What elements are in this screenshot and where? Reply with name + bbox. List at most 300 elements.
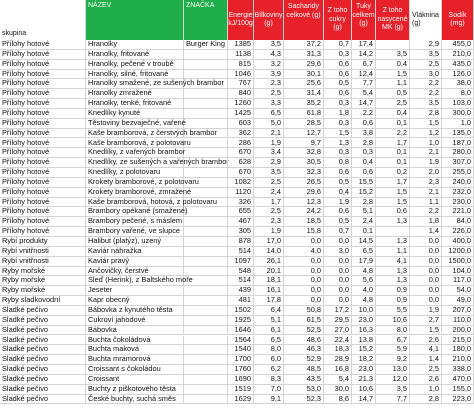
cell-fat[interactable]: 18,2 (352, 355, 376, 365)
cell-fat[interactable]: 14,7 (352, 395, 376, 405)
cell-brand[interactable] (184, 50, 228, 60)
cell-salt[interactable]: 240,0 (442, 178, 474, 188)
cell-sat-fat[interactable]: 0,2 (376, 168, 410, 178)
cell-group[interactable]: Sladké pečivo (0, 345, 86, 355)
cell-protein[interactable]: 3,5 (254, 40, 284, 50)
cell-brand[interactable] (184, 395, 228, 405)
cell-name[interactable]: Krokety bramborové, zmražené (88, 186, 192, 196)
cell-protein[interactable]: 4,3 (254, 50, 284, 60)
cell-energy[interactable]: 655 (228, 207, 254, 217)
cell-fiber[interactable]: 2,6 (410, 336, 442, 346)
cell-protein[interactable]: 6,5 (254, 336, 284, 346)
cell-group[interactable]: Ryby mořské (0, 276, 86, 286)
cell-salt[interactable]: 200,0 (442, 326, 474, 336)
cell-brand[interactable] (184, 247, 228, 257)
cell-protein[interactable]: 2,3 (254, 79, 284, 89)
cell-group[interactable]: Přílohy hotové (0, 158, 86, 168)
cell-salt[interactable]: 455,0 (442, 40, 474, 50)
header-energy[interactable]: Energie kJ/100g (228, 0, 254, 40)
cell-fiber[interactable]: 1,0 (410, 139, 442, 149)
cell-sugars[interactable]: 27,0 (324, 326, 352, 336)
cell-carbs[interactable]: 0,0 (284, 276, 324, 286)
cell-sat-fat[interactable]: 10,6 (376, 316, 410, 326)
cell-name[interactable]: Hranolky zmražené (86, 89, 184, 99)
cell-group[interactable]: Ryby sladkovodní (0, 296, 86, 306)
cell-fat[interactable]: 2,2 (352, 109, 376, 119)
cell-fat[interactable]: 14,7 (352, 99, 376, 109)
cell-name[interactable]: Knedlíky, z polotovaru (86, 168, 184, 178)
cell-group[interactable]: Přílohy hotové (0, 168, 86, 178)
cell-sugars[interactable]: 0,5 (324, 217, 352, 227)
cell-carbs[interactable]: 12,7 (284, 129, 324, 139)
cell-energy[interactable]: 1046 (228, 70, 254, 80)
cell-group[interactable]: Sladké pečivo (0, 316, 86, 326)
cell-protein[interactable]: 20,1 (254, 267, 284, 277)
cell-sat-fat[interactable]: 1,7 (376, 139, 410, 149)
cell-carbs[interactable]: 0,0 (284, 286, 324, 296)
cell-name[interactable]: České buchty, suchá směs (86, 395, 184, 405)
cell-fat[interactable]: 2,8 (352, 139, 376, 149)
cell-sat-fat[interactable]: 0,4 (376, 60, 410, 70)
cell-sugars[interactable]: 0,0 (324, 286, 352, 296)
cell-salt[interactable]: 103,0 (442, 99, 474, 109)
cell-sat-fat[interactable]: 3,5 (376, 50, 410, 60)
cell-carbs[interactable]: 37,2 (284, 40, 324, 50)
cell-energy[interactable]: 362 (228, 129, 254, 139)
cell-fiber[interactable]: 2,8 (410, 395, 442, 405)
cell-sugars[interactable]: 29,5 (324, 316, 352, 326)
cell-name[interactable]: Hranolky (86, 40, 184, 50)
cell-sat-fat[interactable]: 0,6 (376, 207, 410, 217)
cell-group[interactable]: Sladké pečivo (0, 375, 86, 385)
cell-energy[interactable]: 878 (228, 237, 254, 247)
cell-carbs[interactable]: 30,1 (284, 70, 324, 80)
cell-salt[interactable]: 126,0 (442, 70, 474, 80)
cell-name[interactable]: Buchta maková (86, 345, 184, 355)
cell-fat[interactable]: 6,5 (352, 247, 376, 257)
cell-carbs[interactable]: 12,3 (284, 198, 324, 208)
cell-group[interactable]: Přílohy hotové (0, 60, 86, 70)
cell-protein[interactable]: 7,0 (254, 385, 284, 395)
cell-fat[interactable]: 3,8 (352, 129, 376, 139)
cell-sat-fat[interactable]: 3,5 (376, 385, 410, 395)
cell-fat[interactable]: 23,0 (352, 316, 376, 326)
cell-fat[interactable]: 0,6 (352, 119, 376, 129)
cell-salt[interactable]: 207,0 (442, 306, 474, 316)
cell-carbs[interactable]: 50,8 (284, 306, 324, 316)
cell-carbs[interactable]: 46,3 (284, 345, 324, 355)
cell-fat[interactable]: 15,2 (352, 188, 376, 198)
cell-name[interactable]: Hranolky, tenké, fritované (86, 99, 184, 109)
cell-carbs[interactable]: 61,5 (284, 316, 324, 326)
cell-group[interactable]: Přílohy hotové (0, 79, 86, 89)
cell-fiber[interactable]: 1,0 (410, 385, 442, 395)
cell-name[interactable]: Croissant s čokoládou (86, 365, 184, 375)
cell-group[interactable]: Přílohy hotové (0, 227, 86, 237)
cell-fat[interactable]: 0,3 (352, 148, 376, 158)
cell-sat-fat[interactable]: 9,2 (376, 355, 410, 365)
cell-energy[interactable]: 1700 (228, 355, 254, 365)
cell-carbs[interactable]: 18,5 (284, 217, 324, 227)
cell-sugars[interactable]: 0,0 (324, 276, 352, 286)
cell-name[interactable]: Knedlíky, ze sušených a vařených brambor (88, 157, 229, 167)
cell-brand[interactable] (184, 296, 228, 306)
cell-energy[interactable]: 514 (228, 276, 254, 286)
cell-name[interactable]: Hranolky, fritované (86, 50, 184, 60)
header-brand[interactable]: ZNAČKA (184, 0, 228, 40)
cell-fiber[interactable]: 2,0 (410, 168, 442, 178)
cell-sugars[interactable]: 1,9 (324, 198, 352, 208)
cell-energy[interactable]: 1425 (228, 109, 254, 119)
cell-fiber[interactable]: 3,5 (410, 50, 442, 60)
cell-carbs[interactable]: 0,0 (284, 296, 324, 306)
cell-group[interactable]: Přílohy hotové (0, 109, 86, 119)
cell-protein[interactable]: 2,5 (254, 89, 284, 99)
cell-fiber[interactable]: 0,0 (410, 237, 442, 247)
cell-sat-fat[interactable]: 0,9 (376, 286, 410, 296)
cell-sat-fat[interactable]: 2,2 (376, 129, 410, 139)
cell-carbs[interactable]: 4,0 (284, 247, 324, 257)
cell-sugars[interactable]: 0,0 (324, 257, 352, 267)
cell-group[interactable]: Přílohy hotové (0, 188, 86, 198)
cell-protein[interactable]: 26,1 (254, 257, 284, 267)
cell-energy[interactable]: 1629 (228, 395, 254, 405)
cell-protein[interactable]: 3,3 (254, 99, 284, 109)
cell-fiber[interactable]: 0,0 (410, 286, 442, 296)
cell-salt[interactable]: 400,0 (442, 237, 474, 247)
cell-salt[interactable]: 8,0 (442, 89, 474, 99)
cell-brand[interactable] (184, 207, 228, 217)
cell-energy[interactable]: 670 (228, 168, 254, 178)
cell-fiber[interactable]: 3,0 (410, 70, 442, 80)
cell-group[interactable]: Přílohy hotové (0, 178, 86, 188)
cell-sugars[interactable]: 17,2 (324, 306, 352, 316)
cell-brand[interactable] (184, 60, 228, 70)
cell-name[interactable]: Cukroví jahodové (86, 316, 184, 326)
cell-salt[interactable]: 435,0 (442, 60, 474, 70)
cell-name[interactable]: Sleď (Herink), z Baltského moře (88, 275, 193, 285)
cell-name[interactable]: Kaše bramborová, hotová, z polotovaru (88, 196, 218, 206)
cell-fiber[interactable]: 0,0 (410, 296, 442, 306)
cell-fiber[interactable]: 1,5 (410, 326, 442, 336)
cell-brand[interactable] (184, 198, 228, 208)
cell-energy[interactable]: 670 (228, 148, 254, 158)
cell-salt[interactable]: 221,0 (442, 207, 474, 217)
cell-fat[interactable]: 0,4 (352, 158, 376, 168)
cell-protein[interactable]: 8,0 (254, 345, 284, 355)
cell-carbs[interactable]: 15,8 (284, 227, 324, 237)
cell-fiber[interactable]: 2,9 (410, 40, 442, 50)
cell-fat[interactable]: 7,7 (352, 79, 376, 89)
cell-group[interactable]: Ryby mořské (0, 286, 86, 296)
cell-sugars[interactable]: 0,4 (324, 188, 352, 198)
cell-sat-fat[interactable]: 1,1 (376, 247, 410, 257)
cell-fiber[interactable]: 2,2 (410, 89, 442, 99)
cell-fat[interactable]: 12,4 (352, 70, 376, 80)
cell-sugars[interactable]: 30,0 (324, 385, 352, 395)
cell-brand[interactable] (184, 385, 228, 395)
cell-group[interactable]: Rybí produkty (0, 237, 86, 247)
header-carbs[interactable]: Sacharidy celkové (g) (284, 0, 324, 40)
cell-group[interactable]: Přílohy hotové (0, 207, 86, 217)
cell-brand[interactable] (184, 109, 228, 119)
cell-group[interactable]: Přílohy hotové (0, 89, 86, 99)
cell-sat-fat[interactable]: 1,5 (376, 198, 410, 208)
cell-fat[interactable]: 5,1 (352, 207, 376, 217)
cell-protein[interactable]: 18,1 (254, 276, 284, 286)
cell-brand[interactable] (184, 286, 228, 296)
cell-group[interactable]: Přílohy hotové (0, 99, 86, 109)
cell-sat-fat[interactable]: 1,3 (376, 217, 410, 227)
cell-protein[interactable]: 2,3 (254, 217, 284, 227)
cell-fiber[interactable]: 1,9 (410, 306, 442, 316)
cell-sat-fat[interactable]: 1,3 (376, 237, 410, 247)
cell-protein[interactable]: 17,8 (254, 296, 284, 306)
cell-carbs[interactable]: 0,0 (284, 267, 324, 277)
cell-sugars[interactable]: 0,5 (324, 79, 352, 89)
cell-protein[interactable]: 2,5 (254, 207, 284, 217)
cell-sugars[interactable]: 0,8 (324, 158, 352, 168)
cell-brand[interactable] (184, 89, 228, 99)
cell-sat-fat[interactable]: 12,0 (376, 375, 410, 385)
cell-sugars[interactable]: 0,3 (324, 99, 352, 109)
cell-fiber[interactable]: 1,8 (410, 217, 442, 227)
cell-name[interactable]: Kaše bramborová, z čerstvých brambor (88, 127, 217, 137)
cell-fiber[interactable]: 2,2 (410, 207, 442, 217)
cell-fat[interactable]: 10,0 (352, 306, 376, 316)
cell-sat-fat[interactable]: 2,5 (376, 99, 410, 109)
cell-sugars[interactable]: 0,7 (324, 227, 352, 237)
cell-group[interactable]: Přílohy hotové (0, 119, 86, 129)
cell-protein[interactable]: 8,3 (254, 375, 284, 385)
cell-fat[interactable]: 13,8 (352, 336, 376, 346)
cell-salt[interactable]: 84,0 (442, 217, 474, 227)
header-fat[interactable]: Tuky celkem (g) (352, 0, 376, 40)
cell-salt[interactable]: 470,0 (442, 375, 474, 385)
cell-protein[interactable]: 6,0 (254, 355, 284, 365)
cell-fiber[interactable]: 0,0 (410, 276, 442, 286)
cell-fat[interactable]: 17,9 (352, 257, 376, 267)
cell-carbs[interactable]: 0,0 (284, 237, 324, 247)
cell-fat[interactable]: 17,4 (352, 40, 376, 50)
cell-carbs[interactable]: 48,5 (284, 365, 324, 375)
cell-fiber[interactable]: 2,3 (410, 178, 442, 188)
cell-sugars[interactable]: 16,8 (324, 365, 352, 375)
cell-sat-fat[interactable]: 0,4 (376, 109, 410, 119)
cell-group[interactable]: Sladké pečivo (0, 326, 86, 336)
cell-sugars[interactable]: 0,6 (324, 207, 352, 217)
cell-salt[interactable]: 280,0 (442, 148, 474, 158)
cell-fiber[interactable]: 2,1 (410, 148, 442, 158)
cell-name[interactable]: Halibut (platýz), uzený (86, 237, 184, 247)
cell-brand[interactable] (184, 375, 228, 385)
cell-fat[interactable]: 2,4 (352, 217, 376, 227)
cell-fiber[interactable]: 0,0 (410, 257, 442, 267)
cell-energy[interactable]: 1925 (228, 316, 254, 326)
cell-sat-fat[interactable]: 1,3 (376, 276, 410, 286)
cell-carbs[interactable]: 43,5 (284, 375, 324, 385)
header-protein[interactable]: Bílkoviny (g) (254, 0, 284, 40)
cell-protein[interactable]: 2,1 (254, 129, 284, 139)
cell-energy[interactable]: 1138 (228, 50, 254, 60)
cell-salt[interactable]: 232,0 (442, 188, 474, 198)
cell-fat[interactable]: 5,4 (352, 89, 376, 99)
cell-brand[interactable] (184, 257, 228, 267)
cell-protein[interactable]: 1,9 (254, 139, 284, 149)
cell-name[interactable]: Buchta čokoládová (86, 336, 184, 346)
header-sat-fat[interactable]: Z toho nasycené MK (g) (376, 0, 410, 40)
cell-salt[interactable]: 255,0 (442, 168, 474, 178)
cell-salt[interactable]: 1,0 (442, 119, 474, 129)
cell-group[interactable]: Přílohy hotové (0, 50, 86, 60)
cell-fiber[interactable]: 1,5 (410, 119, 442, 129)
cell-carbs[interactable]: 52,3 (284, 395, 324, 405)
cell-energy[interactable]: 467 (228, 217, 254, 227)
cell-carbs[interactable]: 32,3 (284, 168, 324, 178)
cell-group[interactable]: Přílohy hotové (0, 129, 86, 139)
cell-sugars[interactable]: 0,0 (324, 237, 352, 247)
cell-name[interactable]: Croissant (86, 375, 184, 385)
cell-group[interactable]: Sladké pečivo (0, 395, 86, 405)
cell-fiber[interactable]: 2,2 (410, 79, 442, 89)
cell-fiber[interactable]: 0,0 (410, 267, 442, 277)
cell-energy[interactable]: 1646 (228, 326, 254, 336)
cell-protein[interactable]: 9,1 (254, 395, 284, 405)
cell-group[interactable]: Přílohy hotové (0, 217, 86, 227)
cell-name[interactable]: Kaviár pravý (86, 257, 184, 267)
cell-group[interactable]: Přílohy hotové (0, 148, 86, 158)
cell-protein[interactable]: 2,4 (254, 188, 284, 198)
cell-sugars[interactable]: 18,3 (324, 345, 352, 355)
cell-sat-fat[interactable]: 0,9 (376, 296, 410, 306)
cell-protein[interactable]: 2,9 (254, 158, 284, 168)
cell-carbs[interactable]: 29,6 (284, 60, 324, 70)
cell-carbs[interactable]: 52,5 (284, 326, 324, 336)
cell-energy[interactable]: 548 (228, 267, 254, 277)
cell-group[interactable]: Sladké pečivo (0, 336, 86, 346)
cell-energy[interactable]: 286 (228, 139, 254, 149)
cell-protein[interactable]: 2,5 (254, 178, 284, 188)
cell-fat[interactable]: 14,5 (352, 237, 376, 247)
cell-protein[interactable]: 6,2 (254, 365, 284, 375)
cell-energy[interactable]: 305 (228, 227, 254, 237)
cell-sugars[interactable]: 0,0 (324, 296, 352, 306)
cell-name[interactable]: Hranolky, pečené v troubě (86, 60, 184, 70)
cell-sat-fat[interactable]: 5,9 (376, 345, 410, 355)
cell-energy[interactable]: 815 (228, 60, 254, 70)
cell-group[interactable]: Sladké pečivo (0, 355, 86, 365)
cell-brand[interactable] (184, 129, 228, 139)
cell-name[interactable]: Bábovka z kynutého těsta (86, 306, 184, 316)
cell-brand[interactable] (184, 99, 228, 109)
cell-carbs[interactable]: 29,6 (284, 188, 324, 198)
cell-sat-fat[interactable]: 7,7 (376, 395, 410, 405)
cell-sugars[interactable]: 1,3 (324, 139, 352, 149)
cell-salt[interactable]: 104,0 (442, 267, 474, 277)
cell-group[interactable]: Sladké pečivo (0, 365, 86, 375)
cell-fiber[interactable]: 2,5 (410, 60, 442, 70)
cell-sat-fat[interactable]: 1,7 (376, 178, 410, 188)
cell-brand[interactable] (184, 326, 228, 336)
cell-fat[interactable]: 4,8 (352, 296, 376, 306)
cell-sugars[interactable]: 0,3 (324, 119, 352, 129)
cell-salt[interactable]: 1500,0 (442, 257, 474, 267)
cell-carbs[interactable]: 53,0 (284, 385, 324, 395)
cell-sat-fat[interactable]: 1,1 (376, 79, 410, 89)
cell-sat-fat[interactable]: 1,3 (376, 267, 410, 277)
cell-brand[interactable] (184, 158, 228, 168)
cell-protein[interactable]: 1,9 (254, 227, 284, 237)
cell-name[interactable]: Těstoviny bezvaječné, vařené (88, 117, 186, 127)
cell-carbs[interactable]: 9,7 (284, 139, 324, 149)
cell-group[interactable]: Rybí vnitřnosti (0, 257, 86, 267)
cell-fiber[interactable]: 2,5 (410, 365, 442, 375)
cell-fat[interactable]: 4,0 (352, 286, 376, 296)
cell-carbs[interactable]: 32,8 (284, 148, 324, 158)
cell-sugars[interactable]: 0,6 (324, 168, 352, 178)
cell-salt[interactable]: 230,0 (442, 198, 474, 208)
cell-sat-fat[interactable]: 0,1 (376, 119, 410, 129)
cell-name[interactable]: Hranolky, silné, fritované (86, 70, 184, 80)
cell-brand[interactable] (184, 237, 228, 247)
cell-salt[interactable]: 54,0 (442, 286, 474, 296)
cell-brand[interactable] (184, 365, 228, 375)
cell-energy[interactable]: 481 (228, 296, 254, 306)
cell-group[interactable]: Rybí vnitřnosti (0, 247, 86, 257)
cell-brand[interactable] (184, 139, 228, 149)
header-fiber[interactable]: Vláknina (g) (410, 0, 442, 40)
cell-salt[interactable]: 110,0 (442, 316, 474, 326)
cell-carbs[interactable]: 24,2 (284, 207, 324, 217)
cell-sugars[interactable]: 0,7 (324, 40, 352, 50)
cell-energy[interactable]: 1082 (228, 178, 254, 188)
cell-energy[interactable]: 514 (228, 247, 254, 257)
cell-name[interactable]: Bábovka (86, 326, 184, 336)
cell-name[interactable]: Krokety bramborové, z polotovaru (88, 176, 199, 186)
cell-brand[interactable] (184, 217, 228, 227)
header-name[interactable]: NÁZEV (86, 0, 184, 40)
cell-sugars[interactable]: 0,3 (324, 50, 352, 60)
cell-sat-fat[interactable]: 0,1 (376, 158, 410, 168)
cell-carbs[interactable]: 28,5 (284, 119, 324, 129)
cell-protein[interactable]: 1,7 (254, 198, 284, 208)
cell-name[interactable]: Brambory vařené, ve slupce (86, 227, 184, 237)
cell-protein[interactable]: 17,0 (254, 237, 284, 247)
cell-sugars[interactable]: 0,6 (324, 60, 352, 70)
cell-energy[interactable]: 1760 (228, 365, 254, 375)
cell-fiber[interactable]: 4,1 (410, 345, 442, 355)
cell-sugars[interactable]: 22,4 (324, 336, 352, 346)
cell-protein[interactable]: 16,1 (254, 286, 284, 296)
cell-fiber[interactable]: 2,6 (410, 375, 442, 385)
cell-salt[interactable]: 226,0 (442, 227, 474, 237)
cell-fiber[interactable]: 1,1 (410, 198, 442, 208)
cell-carbs[interactable]: 35,2 (284, 99, 324, 109)
cell-protein[interactable]: 3,5 (254, 168, 284, 178)
cell-salt[interactable]: 338,0 (442, 365, 474, 375)
cell-sat-fat[interactable]: 0,1 (376, 148, 410, 158)
cell-fat[interactable]: 21,3 (352, 375, 376, 385)
cell-protein[interactable]: 3,2 (254, 60, 284, 70)
cell-brand[interactable] (184, 306, 228, 316)
cell-group[interactable]: Sladké pečivo (0, 306, 86, 316)
cell-fiber[interactable]: 1,9 (410, 158, 442, 168)
cell-energy[interactable]: 1097 (228, 257, 254, 267)
cell-energy[interactable]: 1385 (228, 40, 254, 50)
cell-fiber[interactable]: 0,0 (410, 247, 442, 257)
cell-sugars[interactable]: 3,0 (324, 247, 352, 257)
cell-name[interactable]: Ančovičky, čerstvé (86, 267, 184, 277)
